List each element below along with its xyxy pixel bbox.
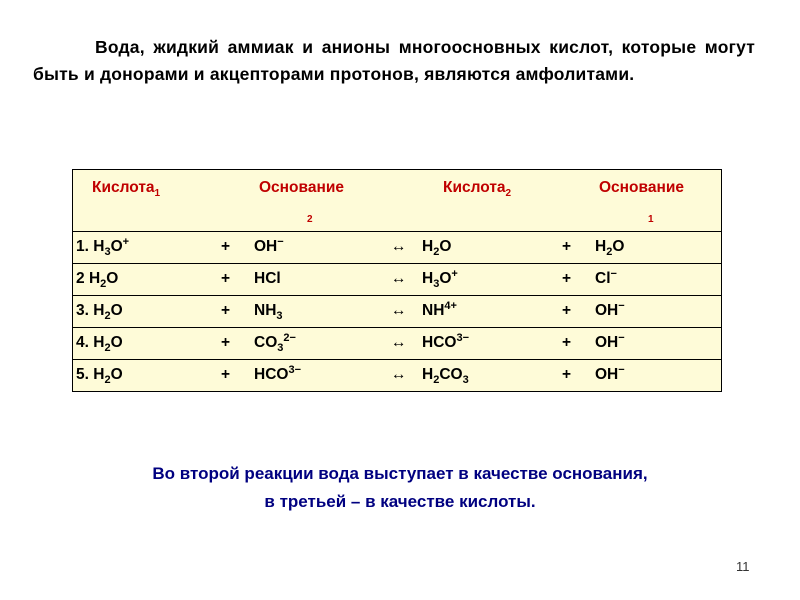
reactant-base: $HCO^{3-}$	[254, 363, 301, 383]
product-acid: $H_2CO_3$	[422, 366, 469, 387]
reactant-base: HCl	[254, 270, 281, 287]
table-row	[73, 296, 722, 328]
plus-sign: +	[221, 366, 231, 383]
conclusion-text	[0, 460, 800, 516]
reactant-base: $CO_3^{2-}$	[254, 331, 296, 355]
conclusion-line-1: Во второй реакции вода выступает в качестве основания,	[152, 464, 648, 483]
header-base1: Основание	[599, 179, 684, 196]
equilibrium-arrow: ↔	[391, 366, 407, 383]
equilibrium-arrow: ↔	[391, 270, 407, 287]
reactant-base: $NH_3$	[254, 302, 283, 323]
reactant-base: OH−	[254, 235, 284, 255]
reactant-acid: 1. $H_3O^+$	[76, 235, 130, 259]
equilibrium-arrow: ↔	[391, 238, 407, 255]
header-acid1: Кислота$_1$	[92, 179, 161, 200]
plus-sign: +	[221, 334, 231, 351]
plus-sign: +	[221, 238, 231, 255]
product-base: Cl−	[595, 267, 617, 287]
conclusion-line-2: в третьей – в качестве кислоты.	[264, 492, 536, 511]
equilibrium-arrow: ↔	[391, 302, 407, 319]
product-acid: $H_2O$	[422, 238, 452, 259]
table-row	[73, 264, 722, 296]
reactant-acid: 3. $H_2O$	[76, 302, 123, 323]
header-acid2: Кислота$_2$	[443, 179, 512, 200]
header-base2: Основание	[259, 179, 344, 196]
plus-sign: +	[221, 270, 231, 287]
product-base: OH−	[595, 299, 625, 319]
reactant-acid: 5. $H_2O$	[76, 366, 123, 387]
plus-sign: +	[562, 270, 572, 287]
product-acid: $NH^{4+}$	[422, 299, 457, 319]
table-row	[73, 360, 722, 392]
table-row	[73, 232, 722, 264]
plus-sign: +	[562, 238, 572, 255]
header-base1-sub: 1	[648, 214, 654, 225]
product-acid: $HCO^{3-}$	[422, 331, 469, 351]
plus-sign: +	[562, 334, 572, 351]
plus-sign: +	[562, 366, 572, 383]
product-base: OH−	[595, 331, 625, 351]
intro-paragraph: Вода, жидкий аммиак и анионы многоосновных кислот, которые могут быть и донорами и акцепторами протонов, являются амфолитами.	[33, 37, 755, 84]
table-row	[73, 328, 722, 360]
product-base: $H_2O$	[595, 238, 625, 259]
product-base: OH−	[595, 363, 625, 383]
reactant-acid: 2 $H_2O$	[76, 270, 119, 291]
product-acid: $H_3O^+$	[422, 267, 458, 291]
plus-sign: +	[562, 302, 572, 319]
plus-sign: +	[221, 302, 231, 319]
page-number: 11	[736, 559, 750, 574]
equilibrium-arrow: ↔	[391, 334, 407, 351]
reaction-table	[72, 169, 722, 392]
reactant-acid: 4. $H_2O$	[76, 334, 123, 355]
header-base2-sub: 2	[307, 214, 313, 225]
table-header-row	[73, 170, 722, 232]
